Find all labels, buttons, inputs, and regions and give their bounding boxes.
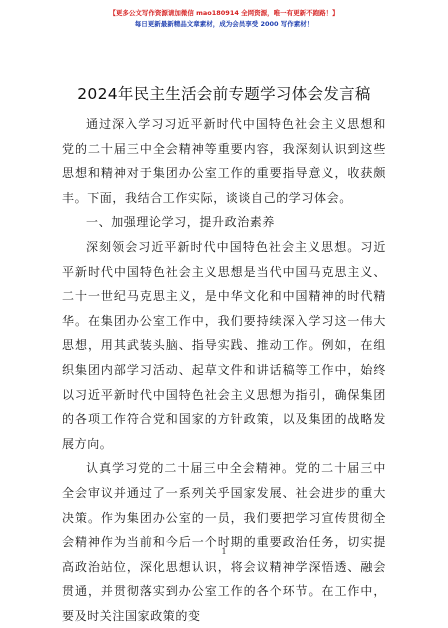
paragraph-plenum: 认真学习党的二十届三中全会精神。党的二十届三中全会审议并通过了一系列关乎国家发展、社会进步的重大决策。作为集团办公室的一员，我们要把学习宣传贯彻全会精神作为当前和今后一个时期的重要政治任务，切实提高政治站位，深化思想认识，将会议精神学深悟透、融会贯通，并贯彻落实到办公室工作的各个环节。在工作中，要及时关注国家政策的变 — [62, 461, 386, 623]
page-number: 1 — [221, 547, 227, 556]
promo-header-red: 【更多公文写作资源请加微信 mao180914 全网资源，唯一有更新不跑路！】 — [109, 9, 339, 17]
paragraph-theory: 深刻领会习近平新时代中国特色社会主义思想。习近平新时代中国特色社会主义思想是当代中国马克思主义、二十一世纪马克思主义，是中华文化和中国精神的时代精华。在集团办公室工作中，我们要持续深入学习这一伟大思想，用其武装头脑、指导实践、推动工作。例如，在组织集团内部学习活动、起草文件和讲话稿等工作中，始终以习近平新时代中国特色社会主义思想为指引，确保集团的各项工作符合党和国家的方针政策，以及集团的战略发展方向。 — [62, 239, 386, 451]
section-heading-1: 一、加强理论学习，提升政治素养 — [86, 215, 276, 230]
paragraph-intro: 通过深入学习习近平新时代中国特色社会主义思想和党的二十届三中全会精神等重要内容，我深刻认识到这些思想和精神对于集团办公室工作的重要指导意义，收获颇丰。下面，我结合工作实际，谈谈自己的学习体会。 — [62, 117, 386, 205]
document-title: 2024年民主生活会前专题学习体会发言稿 — [77, 85, 371, 103]
promo-header-blue: 每日更新最新精品文章素材，成为会员享受 2000 写作素材！ — [134, 20, 314, 28]
